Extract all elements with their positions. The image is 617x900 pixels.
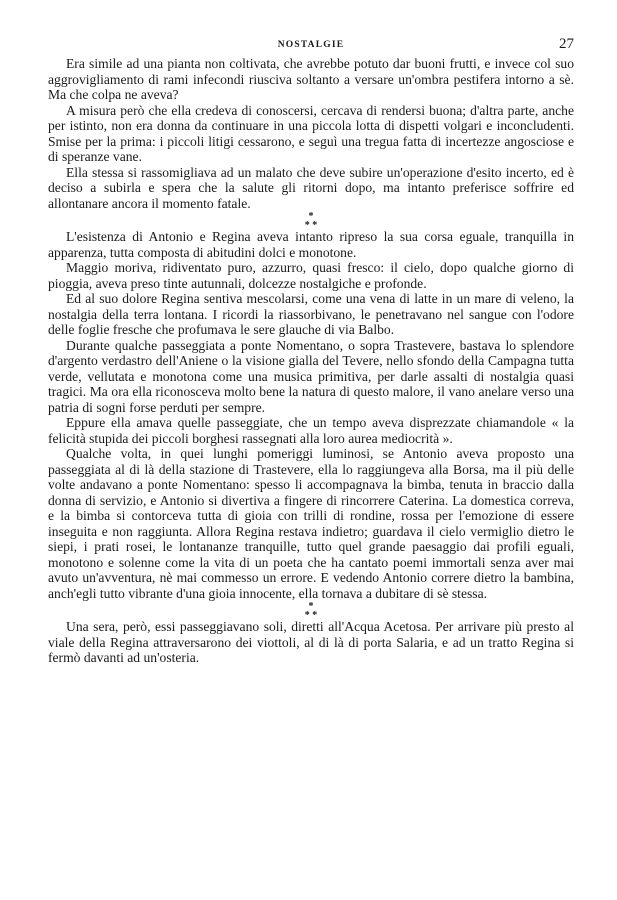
paragraph: Durante qualche passeggiata a ponte Nomentano, o sopra Trastevere, bastava lo splendore d'argento verdastro dell'Aniene o la visione gialla del Tevere, nello sfondo della Campagna tutta verde, vellutata e monotona come una musica primitiva, per darle assalti di nostalgia quasi tragici. Ma ora ella riconosceva molto bene la natura di questo malore, il vano anelare verso una patria di sogni forse perduti per sempre.: [48, 337, 574, 415]
paragraph: Una sera, però, essi passeggiavano soli, diretti all'Acqua Acetosa. Per arrivare più presto al viale della Regina attraversarono dei viottoli, al di là di porta Salaria, e ad un tratto Regina si fermò davanti ad un'osteria.: [48, 619, 574, 665]
asterism: * * *: [304, 211, 318, 231]
paragraph: Ed al suo dolore Regina sentiva mescolarsi, come una vena di latte in un mare di veleno, la nostalgia della terra lontana. I ricordi la riassorbivano, le penetravano nel sangue con l'odore delle foglie fresche che profumava le sere glauche di via Balbo.: [48, 291, 574, 337]
paragraph: L'esistenza di Antonio e Regina aveva intanto ripreso la sua corsa eguale, tranquilla in apparenza, tutta composta di abitudini dolci e monotone.: [48, 229, 574, 260]
paragraph: Era simile ad una pianta non coltivata, che avrebbe potuto dar buoni frutti, e invece col suo aggrovigliamento di rami infecondi riusciva soltanto a versare un'ombra pestifera intorno a sè. Ma che colpa ne aveva?: [48, 56, 574, 102]
paragraph: Maggio moriva, ridiventato puro, azzurro, quasi fresco: il cielo, dopo qualche giorno di pioggia, aveva preso tinte autunnali, dolcezze nostalgiche e profonde.: [48, 260, 574, 291]
paragraph: Qualche volta, in quei lunghi pomeriggi luminosi, se Antonio aveva proposto una passeggiata al di là della stazione di Trastevere, ella lo raggiungeva alla Borsa, ma il più delle volte andavano a ponte Nomentano: spesso li accompagnava la bimba, tenuta in braccio dalla donna di servizio, e Antonio si divertiva a fingere di rincorrere Caterina. La domestica correva, e la bimba si contorceva tutta di gioia con trilli di rondine, rossa per l'emozione di essere inseguita e non raggiunta. Allora Regina restava indietro; guardava il cielo vermiglio dietro le siepi, i prati rosei, le lontananze tranquille, tutto quel grande paesaggio dai profili eguali, monotono e solenne come la vita di un poeta che ha cantato poemi immortali senza aver mai avuto un'avventura, nè mai commesso un errore. E vedendo Antonio correre dietro la bambina, anch'egli tutto vibrante d'una gioia innocente, ella tornava a dubitare di sè stessa.: [48, 446, 574, 601]
paragraph: Eppure ella amava quelle passeggiate, che un tempo aveva disprezzate chiamandole « la felicità stupida dei piccoli borghesi rassegnati alla loro aurea mediocrità ».: [48, 415, 574, 446]
running-title: NOSTALGIE: [277, 40, 345, 50]
page-number: 27: [559, 36, 574, 52]
section-separator: [48, 211, 574, 229]
paragraph: A misura però che ella credeva di conoscersi, cercava di rendersi buona; d'altra parte, anche per istinto, non era donna da continuare in una piccola lotta di dispetti volgari e inconcludenti. Smise per la prima: i piccoli litigi cessarono, e seguì una tregua fatta di incertezze angosciose e di speranze vane.: [48, 102, 574, 164]
body-text: [48, 56, 574, 666]
paragraph: Ella stessa si rassomigliava ad un malato che deve subire un'operazione d'esito incerto, ed è deciso a subirla e spera che la salute gli ritorni dopo, ma intanto preferisce soffrire ed allontanare ancora il momento fatale.: [48, 164, 574, 211]
asterism: * * *: [304, 601, 318, 621]
section-separator: [48, 601, 574, 619]
running-head: [48, 38, 574, 58]
